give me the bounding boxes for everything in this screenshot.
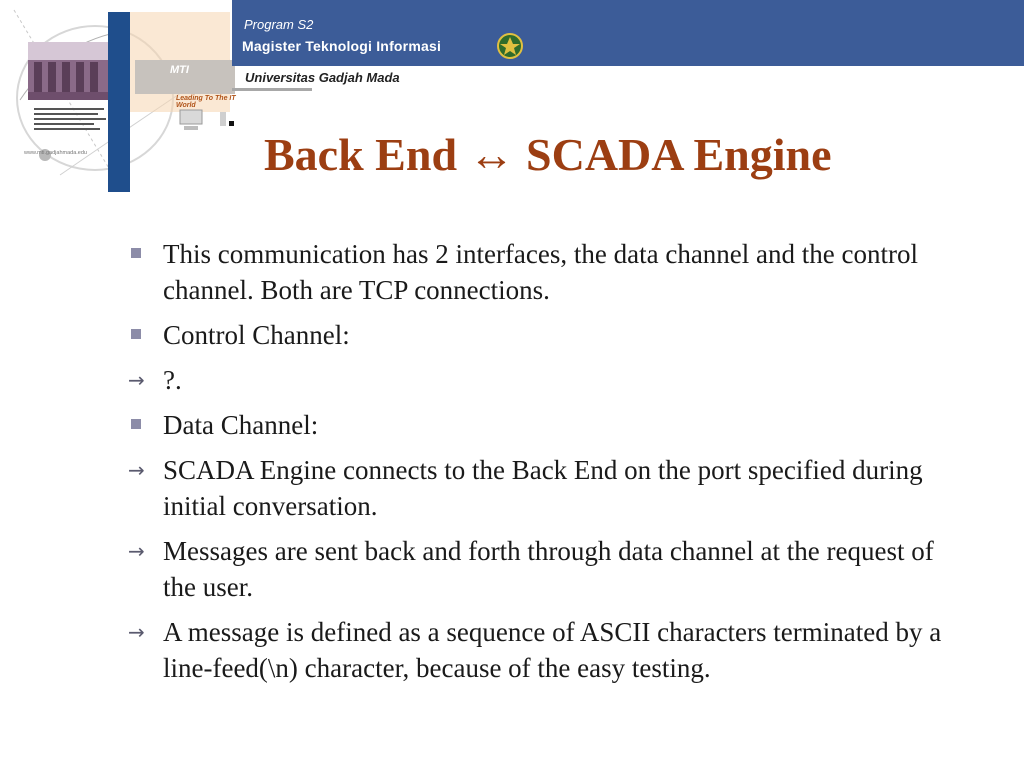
small-square-marker (229, 121, 234, 126)
list-item (128, 533, 958, 605)
arrow-bullet-icon: → (128, 368, 145, 392)
item-text: SCADA Engine connects to the Back End on the port specified during initial conversation. (163, 455, 923, 521)
bullet-list (128, 236, 958, 695)
item-text: This communication has 2 interfaces, the data channel and the control channel. Both are TCP connections. (163, 239, 918, 305)
list-item (128, 452, 958, 524)
department-label: Magister Teknologi Informasi (242, 38, 442, 54)
university-label: Universitas Gadjah Mada (245, 70, 400, 85)
item-text: ?. (163, 365, 182, 395)
arrow-bullet-icon: → (128, 458, 145, 482)
list-item (128, 407, 958, 443)
mti-logo (0, 0, 240, 200)
program-label: Program S2 (244, 17, 314, 32)
square-bullet-icon (131, 419, 141, 429)
arrow-bullet-icon: → (128, 620, 145, 644)
university-seal-icon (496, 32, 524, 60)
header-banner (232, 0, 1024, 66)
slide-title: Back End ↔ SCADA Engine (264, 129, 832, 180)
list-item (128, 614, 958, 686)
list-item (128, 236, 958, 308)
logo-tagline: Leading To The IT World (176, 95, 236, 109)
arrow-bullet-icon: → (128, 539, 145, 563)
list-item (128, 362, 958, 398)
square-bullet-icon (131, 329, 141, 339)
item-text: Data Channel: (163, 410, 319, 440)
mti-label: MTI (170, 64, 189, 76)
header-divider (232, 88, 312, 91)
logo-website: www.mti.gadjahmada.edu (24, 150, 87, 156)
vertical-blue-bar (108, 12, 130, 192)
item-text: Control Channel: (163, 320, 350, 350)
square-bullet-icon (131, 248, 141, 258)
item-text: A message is defined as a sequence of ASCII characters terminated by a line-feed(\n) character, because of the easy testing. (163, 617, 942, 683)
item-text: Messages are sent back and forth through data channel at the request of the user. (163, 536, 934, 602)
list-item (128, 317, 958, 353)
